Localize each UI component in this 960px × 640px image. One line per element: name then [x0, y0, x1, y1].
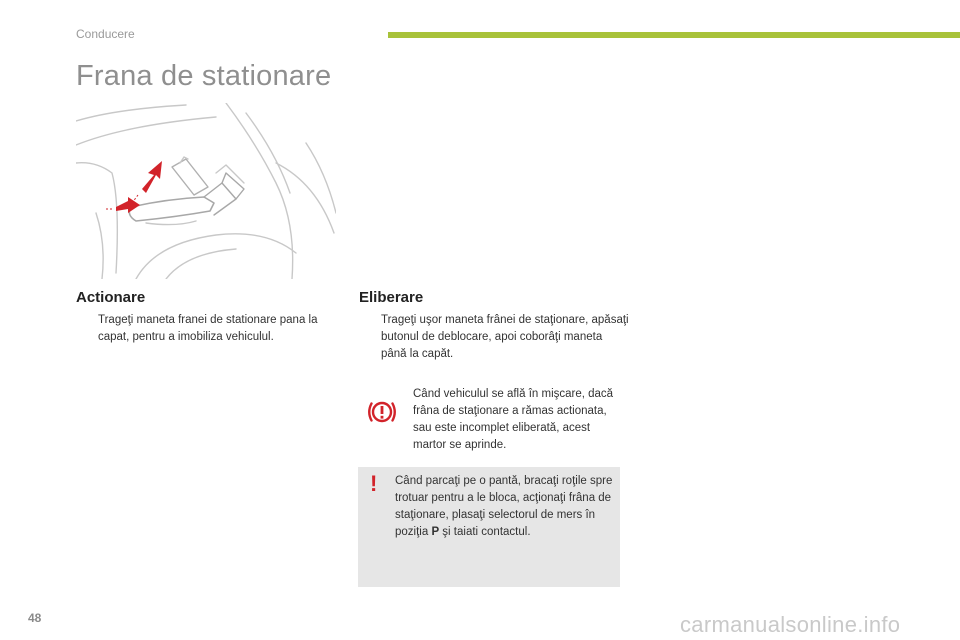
header-accent-bar	[388, 32, 960, 38]
info-text-before: Când parcaţi pe o pantă, bracaţi roţile spre trotuar pentru a le bloca, acţionaţi frâna de staţionare, plasaţi selectorul de mers în poziţia	[395, 475, 613, 538]
exclamation-icon: !	[370, 471, 378, 496]
page-number: 48	[28, 611, 42, 625]
watermark: carmanualsonline.info	[680, 612, 901, 637]
actionare-text: Trageţi maneta franei de stationare pana la capat, pentru a imobiliza vehiculul.	[98, 314, 318, 343]
eliberare-text: Trageţi uşor maneta frânei de staţionare, apăsaţi butonul de deblocare, apoi coborâţi maneta până la capăt.	[381, 314, 629, 360]
actionare-heading: Actionare	[76, 289, 146, 306]
warning-lamp-note: Când vehiculul se află în mişcare, dacă frâna de staţionare a rămas actionata, sau este incomplet eliberată, acest martor se aprinde.	[413, 388, 614, 451]
parking-brake-lever-illustration	[76, 103, 336, 279]
info-box	[358, 467, 620, 587]
info-text-bold: P	[431, 526, 440, 538]
info-box-text	[395, 473, 613, 541]
eliberare-heading: Eliberare	[359, 289, 424, 306]
page-title: Frana de stationare	[76, 60, 332, 92]
brake-warning-icon	[366, 396, 398, 428]
info-text-after: şi taiati contactul.	[439, 526, 531, 538]
section-label: Conducere	[76, 27, 135, 41]
eliberare-instruction	[359, 312, 629, 363]
actionare-instruction	[76, 312, 346, 346]
